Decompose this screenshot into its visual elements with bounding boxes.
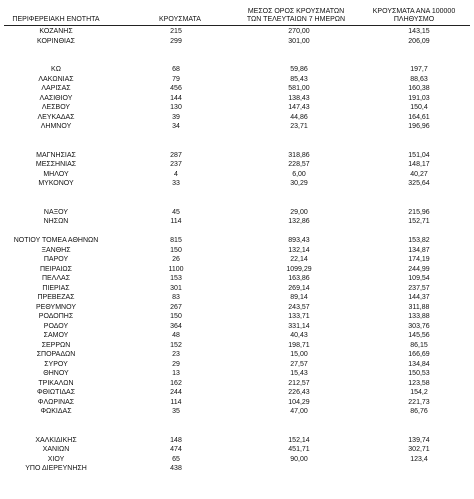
cases-cell: 34 <box>172 123 180 130</box>
rate-cell: 150,4 <box>410 104 428 111</box>
table-row <box>0 436 474 445</box>
cases-cell: 114 <box>170 398 182 406</box>
region-cell: ΝΑΞΟΥ <box>43 208 69 216</box>
cases-cell: 23 <box>172 351 180 358</box>
average-cell: 22,14 <box>290 256 308 263</box>
cases-cell: 150 <box>170 246 182 254</box>
region-cell: ΧΑΛΚΙΔΙΚΗΣ <box>35 436 77 444</box>
table-row <box>0 113 474 122</box>
rate-cell: 109,54 <box>408 275 430 282</box>
rate-cell: 123,4 <box>410 455 428 463</box>
average-cell: 15,00 <box>290 351 308 358</box>
table-row <box>0 170 474 179</box>
average-cell: 212,57 <box>288 379 310 387</box>
table-row <box>0 303 474 312</box>
region-cell: ΜΗΛΟΥ <box>43 170 69 178</box>
average-cell: 47,00 <box>290 408 308 415</box>
table-row <box>0 284 474 293</box>
cases-cell: 162 <box>170 379 182 387</box>
region-cell: ΜΕΣΣΗΝΙΑΣ <box>35 161 77 168</box>
table-row <box>0 312 474 321</box>
rate-cell: 191,03 <box>408 94 430 102</box>
cases-cell: 244 <box>170 389 182 396</box>
table-row <box>0 246 474 255</box>
region-cell: ΥΠΟ ΔΙΕΡΕΥΝΗΣΗ <box>25 465 87 472</box>
cases-cell: 83 <box>172 294 180 301</box>
rate-cell: 143,15 <box>408 28 430 35</box>
average-cell: 152,14 <box>288 436 310 444</box>
region-cell: ΣΠΟΡΑΔΩΝ <box>36 351 76 358</box>
average-cell: 270,00 <box>288 28 310 35</box>
region-cell: ΠΙΕΡΙΑΣ <box>42 284 70 292</box>
region-cell: ΠΑΡΟΥ <box>43 256 69 263</box>
table-row <box>0 293 474 302</box>
rate-cell: 86,15 <box>410 341 428 349</box>
table-row <box>0 445 474 454</box>
average-cell: 15,43 <box>290 370 308 377</box>
region-cell: ΡΟΔΟΥ <box>43 322 69 330</box>
region-cell: ΝΗΣΩΝ <box>43 218 69 225</box>
cases-cell: 152 <box>170 341 182 349</box>
average-cell: 581,00 <box>288 85 310 92</box>
region-cell: ΚΟΡΙΝΘΙΑΣ <box>37 37 75 45</box>
average-cell: 243,57 <box>288 303 310 311</box>
region-cell: ΡΕΘΥΜΝΟΥ <box>35 303 76 311</box>
table-row <box>0 255 474 264</box>
cases-cell: 237 <box>170 161 182 168</box>
region-cell: ΛΑΣΙΘΙΟΥ <box>39 94 73 102</box>
table-row <box>0 236 474 245</box>
header-per100k-line2: ΠΛΗΘΥΣΜΟ <box>393 16 435 23</box>
cases-cell: 144 <box>170 94 182 102</box>
rate-cell: 139,74 <box>408 436 430 444</box>
rate-cell: 88,63 <box>410 75 428 83</box>
rate-cell: 197,7 <box>410 66 428 73</box>
rate-cell: 133,88 <box>408 313 430 320</box>
table-row <box>0 379 474 388</box>
rate-cell: 325,64 <box>408 180 430 187</box>
rate-cell: 303,76 <box>408 322 430 330</box>
table-row <box>0 56 474 65</box>
average-cell: 104,29 <box>288 398 310 406</box>
rate-cell: 196,96 <box>408 123 430 130</box>
cases-cell: 65 <box>172 455 180 463</box>
region-cell: ΠΡΕΒΕΖΑΣ <box>37 294 75 301</box>
header-seven-day-average <box>236 8 356 24</box>
region-cell: ΛΑΡΙΣΑΣ <box>41 85 71 92</box>
table-row <box>0 65 474 74</box>
table-row <box>0 132 474 141</box>
table-row <box>0 426 474 435</box>
table-row <box>0 37 474 46</box>
rate-cell: 145,56 <box>408 332 430 339</box>
rate-cell: 148,17 <box>408 161 430 168</box>
table-row <box>0 122 474 131</box>
cases-cell: 48 <box>172 332 180 339</box>
table-row <box>0 331 474 340</box>
table-row <box>0 151 474 160</box>
region-cell: ΧΙΟΥ <box>47 455 65 463</box>
rate-cell: 311,88 <box>408 303 430 311</box>
region-cell: ΦΛΩΡΙΝΑΣ <box>37 398 75 406</box>
cases-cell: 29 <box>172 360 180 368</box>
table-row <box>0 198 474 207</box>
average-cell: 163,86 <box>288 275 310 282</box>
region-cell: ΛΕΣΒΟΥ <box>41 104 71 111</box>
rate-cell: 152,71 <box>408 218 430 225</box>
average-cell: 59,86 <box>290 66 308 73</box>
table-row <box>0 360 474 369</box>
region-cell: ΤΡΙΚΑΛΩΝ <box>38 379 74 387</box>
region-cell: ΝΟΤΙΟΥ ΤΟΜΕΑ ΑΘΗΝΩΝ <box>13 237 99 244</box>
rate-cell: 221,73 <box>408 398 430 406</box>
header-region: ΠΕΡΙΦΕΡΕΙΑΚΗ ΕΝΟΤΗΤΑ <box>12 16 100 23</box>
rate-cell: 237,57 <box>408 284 430 292</box>
cases-cell: 301 <box>170 284 182 292</box>
table-row <box>0 94 474 103</box>
average-cell: 147,43 <box>288 104 310 111</box>
region-cell: ΜΥΚΟΝΟΥ <box>38 180 74 187</box>
table-row <box>0 265 474 274</box>
rate-cell: 86,76 <box>410 408 428 415</box>
average-cell: 198,71 <box>288 341 310 349</box>
cases-cell: 438 <box>170 465 182 472</box>
cases-cell: 39 <box>172 113 180 121</box>
region-cell: ΣΑΜΟΥ <box>43 332 69 339</box>
average-cell: 85,43 <box>290 75 308 83</box>
table-row <box>0 141 474 150</box>
rate-cell: 164,61 <box>408 113 430 121</box>
region-cell: ΚΟΖΑΝΗΣ <box>39 28 73 35</box>
average-cell: 44,86 <box>290 113 308 121</box>
average-cell: 331,14 <box>288 322 310 330</box>
cases-cell: 114 <box>170 218 182 225</box>
table-row <box>0 388 474 397</box>
table-row <box>0 398 474 407</box>
table-row <box>0 274 474 283</box>
table-row <box>0 84 474 93</box>
average-cell: 90,00 <box>290 455 308 463</box>
region-cell: ΛΑΚΩΝΙΑΣ <box>38 75 74 83</box>
cases-cell: 148 <box>170 436 182 444</box>
table-row <box>0 455 474 464</box>
header-cases: ΚΡΟΥΣΜΑΤΑ <box>159 16 201 23</box>
rate-cell: 302,71 <box>408 446 430 453</box>
rate-cell: 151,04 <box>408 151 430 159</box>
region-cell: ΘΗΝΟΥ <box>43 370 69 377</box>
rate-cell: 153,82 <box>408 237 430 244</box>
average-cell: 29,00 <box>290 208 308 216</box>
cases-cell: 68 <box>172 66 180 73</box>
cases-cell: 33 <box>172 180 180 187</box>
header-divider <box>4 25 470 26</box>
table-row <box>0 27 474 36</box>
average-cell: 228,57 <box>288 161 310 168</box>
cases-cell: 267 <box>170 303 182 311</box>
average-cell: 226,43 <box>288 389 310 396</box>
average-cell: 893,43 <box>288 237 310 244</box>
rate-cell: 134,84 <box>408 360 430 368</box>
average-cell: 30,29 <box>290 180 308 187</box>
region-cell: ΣΕΡΡΩΝ <box>41 341 71 349</box>
table-row <box>0 322 474 331</box>
average-cell: 40,43 <box>290 332 308 339</box>
region-cell: ΠΕΛΛΑΣ <box>41 275 71 282</box>
region-cell: ΚΩ <box>51 66 61 73</box>
region-cell: ΛΕΥΚΑΔΑΣ <box>37 113 75 121</box>
table-row <box>0 160 474 169</box>
average-cell: 133,71 <box>288 313 310 320</box>
cases-cell: 215 <box>170 28 182 35</box>
average-cell: 1099,29 <box>286 265 312 273</box>
cases-cell: 13 <box>172 370 180 377</box>
rate-cell: 215,96 <box>408 208 430 216</box>
table-row <box>0 417 474 426</box>
rate-cell: 40,27 <box>410 170 428 178</box>
table-row <box>0 350 474 359</box>
cases-cell: 815 <box>170 237 182 244</box>
cases-cell: 79 <box>172 75 180 83</box>
region-cell: ΛΗΜΝΟΥ <box>40 123 72 130</box>
region-cell: ΧΑΝΙΩΝ <box>42 446 70 453</box>
region-cell: ΡΟΔΟΠΗΣ <box>38 313 74 320</box>
region-cell: ΞΑΝΘΗΣ <box>41 246 71 254</box>
cases-cell: 474 <box>170 446 182 453</box>
average-cell: 138,43 <box>288 94 310 102</box>
cases-cell: 130 <box>170 104 182 111</box>
cases-cell: 364 <box>170 322 182 330</box>
rate-cell: 154,2 <box>410 389 428 396</box>
cases-cell: 26 <box>172 256 180 263</box>
rate-cell: 123,58 <box>408 379 430 387</box>
table-row <box>0 103 474 112</box>
table-row <box>0 46 474 55</box>
cases-cell: 45 <box>172 208 180 216</box>
average-cell: 301,00 <box>288 37 310 45</box>
table-row <box>0 227 474 236</box>
region-cell: ΦΩΚΙΔΑΣ <box>40 408 72 415</box>
average-cell: 318,86 <box>288 151 310 159</box>
table-row <box>0 464 474 473</box>
table-row <box>0 189 474 198</box>
table-row <box>0 75 474 84</box>
header-avg-line1: ΜΕΣΟΣ ΟΡΟΣ ΚΡΟΥΣΜΑΤΩΝ <box>247 8 345 15</box>
rate-cell: 206,09 <box>408 37 430 45</box>
average-cell: 23,71 <box>290 123 308 130</box>
table-row <box>0 369 474 378</box>
table-row <box>0 341 474 350</box>
average-cell: 6,00 <box>292 170 306 178</box>
region-cell: ΦΘΙΩΤΙΔΑΣ <box>36 389 76 396</box>
cases-cell: 1100 <box>168 265 184 273</box>
cases-cell: 299 <box>170 37 182 45</box>
cases-cell: 456 <box>170 85 182 92</box>
average-cell: 132,86 <box>288 218 310 225</box>
region-cell: ΠΕΙΡΑΙΩΣ <box>40 265 72 273</box>
cases-cell: 153 <box>170 275 182 282</box>
cases-cell: 35 <box>172 408 180 415</box>
rate-cell: 134,87 <box>408 246 430 254</box>
table-row <box>0 179 474 188</box>
table-row <box>0 407 474 416</box>
cases-cell: 150 <box>170 313 182 320</box>
rate-cell: 144,37 <box>408 294 430 301</box>
average-cell: 269,14 <box>288 284 310 292</box>
average-cell: 132,14 <box>288 246 310 254</box>
header-avg-line2: ΤΩΝ ΤΕΛΕΥΤΑΙΩΝ 7 ΗΜΕΡΩΝ <box>246 16 346 23</box>
rate-cell: 166,69 <box>408 351 430 358</box>
rate-cell: 244,99 <box>408 265 430 273</box>
header-per100k-line1: ΚΡΟΥΣΜΑΤΑ ΑΝΑ 100000 <box>372 8 456 15</box>
table-row <box>0 217 474 226</box>
average-cell: 89,14 <box>290 294 308 301</box>
region-cell: ΜΑΓΝΗΣΙΑΣ <box>36 151 76 159</box>
cases-cell: 287 <box>170 151 182 159</box>
header-cases-per-100k <box>356 8 472 24</box>
region-cell: ΣΥΡΟΥ <box>44 360 68 368</box>
rate-cell: 150,53 <box>408 370 430 377</box>
rate-cell: 174,19 <box>408 256 430 263</box>
average-cell: 451,71 <box>288 446 310 453</box>
cases-cell: 4 <box>174 170 178 178</box>
average-cell: 27,57 <box>290 360 308 368</box>
rate-cell: 160,38 <box>408 85 430 92</box>
table-row <box>0 208 474 217</box>
